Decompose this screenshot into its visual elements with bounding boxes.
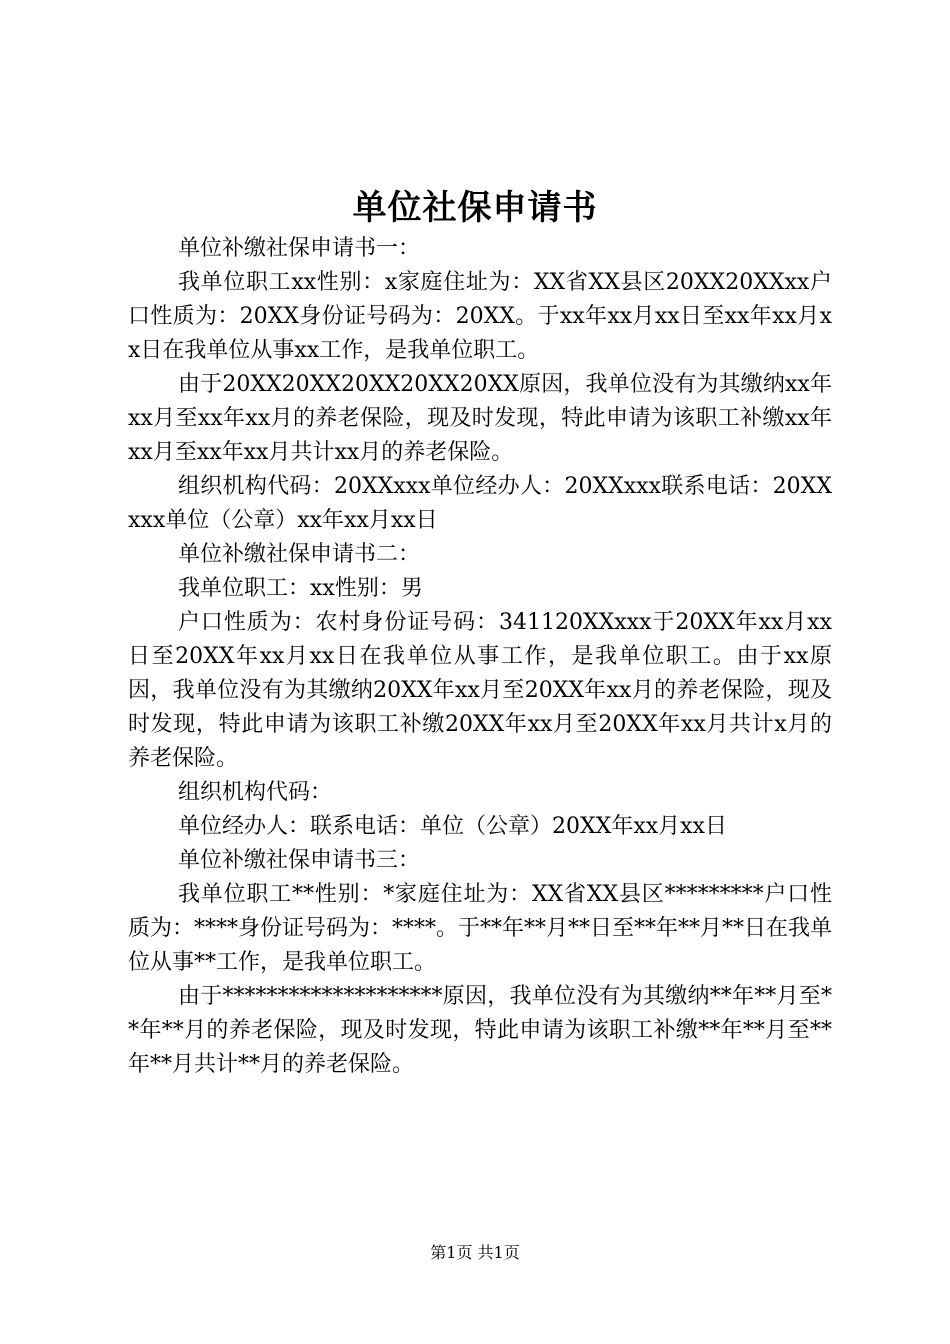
document-title: 单位社保申请书 [352, 188, 598, 228]
section-heading-2: 单位补缴社保申请书二： [178, 542, 421, 567]
document-body [128, 232, 832, 1082]
paragraph: 户口性质为：农村身份证号码：341120XXxxx于20XX年xx月xx日至20XX年xx月xx日在我单位从事工作，是我单位职工。由于xx原因，我单位没有为其缴纳20XX年xx月至20XX年xx月的养老保险，现及时发现，特此申请为该职工补缴20XX年xx月至20XX年xx月共计x月的养老保险。 [128, 610, 832, 771]
paragraph: 我单位职工xx性别：x家庭住址为：XX省XX县区20XX20XXxx户口性质为：20XX身份证号码为：20XX。于xx年xx月xx日至xx年xx月xx日在我单位从事xx工作，是我单位职工。 [128, 270, 832, 363]
paragraph: 由于20XX20XX20XX20XX20XX原因，我单位没有为其缴纳xx年xx月至xx年xx月的养老保险，现及时发现，特此申请为该职工补缴xx年xx月至xx年xx月共计xx月的养老保险。 [128, 372, 832, 465]
paragraph: 组织机构代码： [178, 780, 333, 805]
section-heading-3: 单位补缴社保申请书三： [178, 848, 421, 873]
section-heading-1: 单位补缴社保申请书一： [178, 236, 421, 261]
paragraph: 组织机构代码：20XXxxx单位经办人：20XXxxx联系电话：20XXxxx单位（公章）xx年xx月xx日 [128, 474, 832, 533]
paragraph: 我单位职工：xx性别：男 [178, 576, 423, 601]
paragraph: 我单位职工**性别：*家庭住址为：XX省XX县区*********户口性质为：****身份证号码为：****。于**年**月**日至**年**月**日在我单位从事**工作，是我单位职工。 [128, 882, 833, 975]
paragraph: 单位经办人：联系电话：单位（公章）20XX年xx月xx日 [178, 814, 727, 839]
page-number: 第1页 共1页 [430, 1243, 520, 1262]
paragraph: 由于********************原因，我单位没有为其缴纳**年**月至**年**月的养老保险，现及时发现，特此申请为该职工补缴**年**月至**年**月共计**月的养老保险。 [128, 984, 832, 1077]
